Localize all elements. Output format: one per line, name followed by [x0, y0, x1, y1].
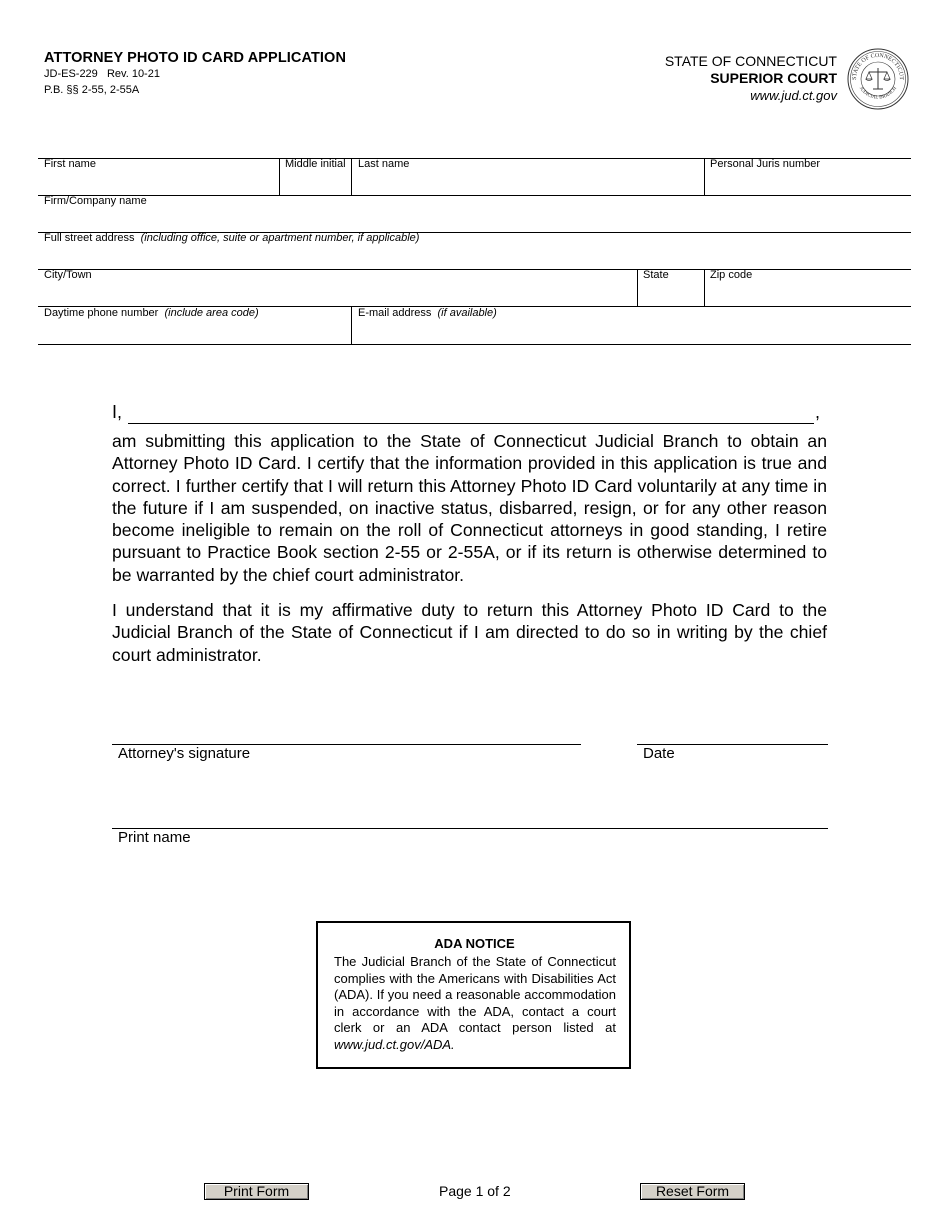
- certifying-attorney-name-input[interactable]: [130, 403, 814, 423]
- middle-initial-label: Middle initial: [285, 158, 346, 170]
- name-blank-line: [128, 423, 814, 424]
- phone-label: Daytime phone number (include area code): [44, 307, 259, 319]
- svg-text:JUDICIAL BRANCH: JUDICIAL BRANCH: [857, 86, 899, 101]
- juris-number-input[interactable]: [706, 173, 909, 193]
- street-address-input[interactable]: [40, 247, 909, 267]
- print-name-line: [112, 828, 828, 829]
- email-input[interactable]: [353, 322, 909, 342]
- certification-comma: ,: [815, 402, 821, 422]
- form-code: JD-ES-229 Rev. 10-21: [44, 68, 160, 80]
- state-label: State: [643, 269, 669, 281]
- ada-notice-title: ADA NOTICE: [434, 936, 515, 951]
- judicial-seal-icon: [847, 48, 909, 110]
- zip-code-input[interactable]: [706, 284, 909, 304]
- return-duty-paragraph: I understand that it is my affirmative duty to return this Attorney Photo ID Card to the Judicial Branch of the State of Connecticut if I am directed to do so in writing by the chief court administrator.: [112, 600, 827, 665]
- state-name: STATE OF CONNECTICUT: [664, 53, 837, 69]
- print-form-button[interactable]: Print Form: [204, 1183, 309, 1200]
- reset-form-button[interactable]: Reset Form: [640, 1183, 745, 1200]
- street-address-label: Full street address (including office, suite or apartment number, if applicable): [44, 232, 420, 244]
- date-label: Date: [643, 745, 675, 762]
- state-input[interactable]: [639, 284, 702, 304]
- ada-notice-text: The Judicial Branch of the State of Connecticut complies with the Americans with Disabilities Act (ADA). If you need a reasonable accommodation in accordance with the ADA, contact a court clerk or an ADA contact person listed at www.jud.ct.gov/ADA.: [334, 954, 616, 1052]
- practice-book-reference: P.B. §§ 2-55, 2-55A: [44, 84, 140, 96]
- certification-paragraph: am submitting this application to the State of Connecticut Judicial Branch to obtain an Attorney Photo ID Card. I certify that the information provided in this application is true and correct. I further certify that I will return this Attorney Photo ID Card voluntarily at any time in the future if I am suspended, on inactive status, disbarred, resign, or for any other reason become ineligible to remain on the roll of Connecticut attorneys in good standing, I retire pursuant to Practice Book section 2-55 or 2-55A, or if its return is otherwise determined to be warranted by the chief court administrator.: [112, 431, 827, 585]
- firm-name-label: Firm/Company name: [44, 195, 147, 207]
- signature-label: Attorney's signature: [118, 745, 251, 762]
- certification-prefix: I,: [112, 402, 123, 422]
- print-name-label: Print name: [118, 829, 191, 846]
- last-name-label: Last name: [358, 158, 410, 170]
- court-name: SUPERIOR COURT: [710, 70, 837, 86]
- city-label: City/Town: [44, 269, 92, 281]
- page-number: Page 1 of 2: [439, 1183, 511, 1199]
- print-name-input[interactable]: [114, 806, 826, 826]
- city-input[interactable]: [40, 284, 635, 304]
- juris-number-label: Personal Juris number: [710, 158, 821, 170]
- first-name-input[interactable]: [40, 173, 277, 193]
- website: www.jud.ct.gov: [750, 88, 837, 103]
- middle-initial-input[interactable]: [281, 173, 349, 193]
- phone-input[interactable]: [40, 322, 349, 342]
- firm-name-input[interactable]: [40, 210, 909, 230]
- zip-code-label: Zip code: [710, 269, 753, 281]
- form-title: ATTORNEY PHOTO ID CARD APPLICATION: [44, 50, 347, 66]
- email-label: E-mail address (if available): [358, 307, 497, 319]
- last-name-input[interactable]: [353, 173, 702, 193]
- ada-link: www.jud.ct.gov/ADA.: [334, 1036, 455, 1052]
- first-name-label: First name: [44, 158, 96, 170]
- svg-text:STATE OF CONNECTICUT: STATE OF CONNECTICUT: [851, 52, 905, 81]
